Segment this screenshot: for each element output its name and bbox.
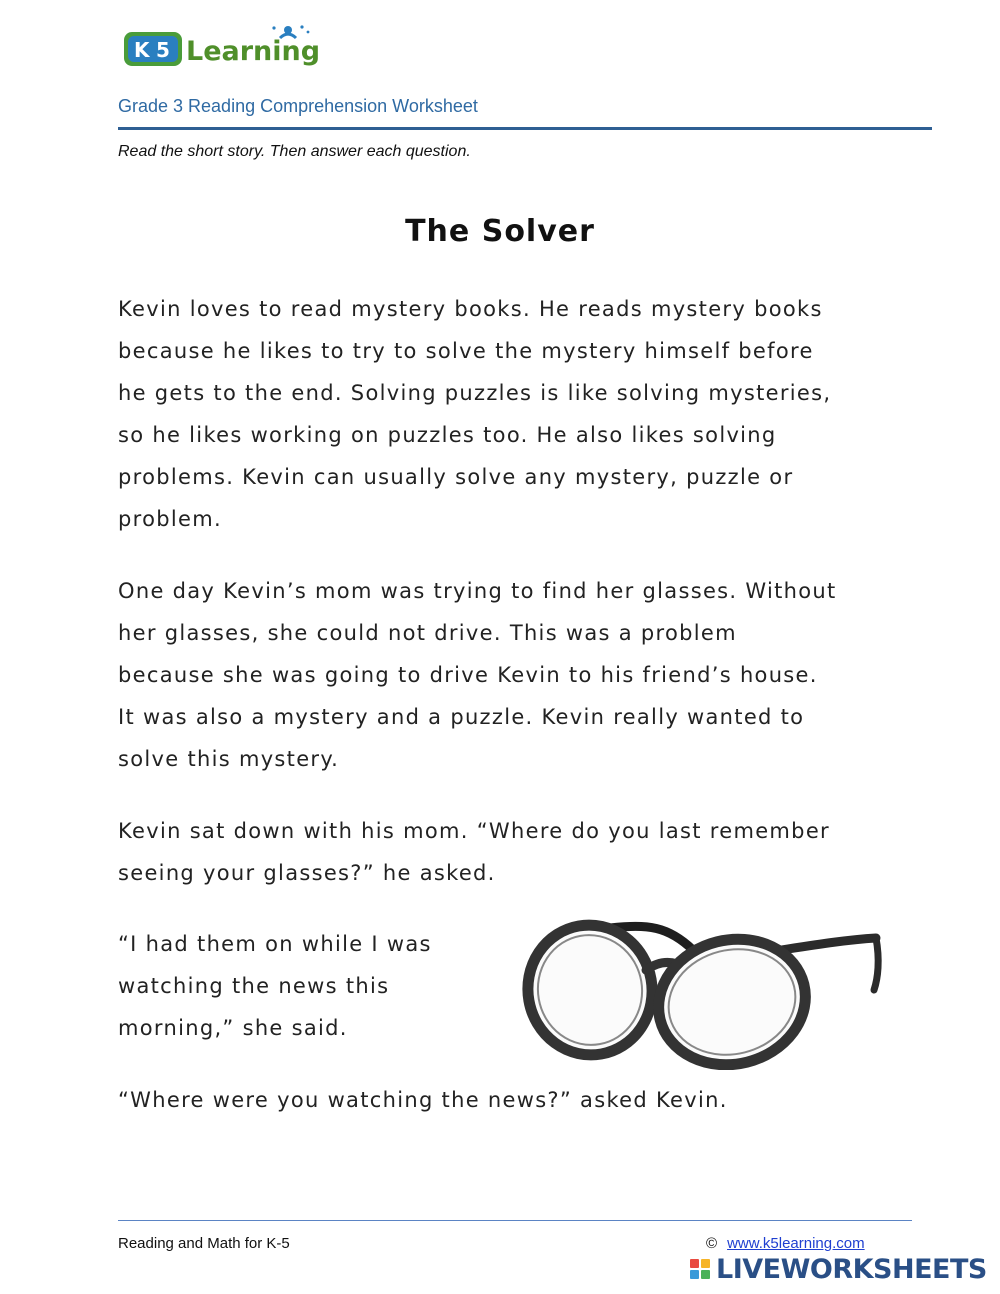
paragraph-line: “Where were you watching the news?” asked Kevin. bbox=[118, 1088, 728, 1112]
paragraph-line: morning,” she said. bbox=[118, 1016, 348, 1040]
paragraph-line: seeing your glasses?” he asked. bbox=[118, 861, 496, 885]
story-paragraph-3 bbox=[118, 810, 830, 894]
k5-learning-logo bbox=[122, 22, 332, 74]
footer-divider bbox=[118, 1220, 912, 1221]
paragraph-line: One day Kevin’s mom was trying to find her glasses. Without bbox=[118, 579, 837, 603]
paragraph-line: It was also a mystery and a puzzle. Kevin really wanted to bbox=[118, 705, 805, 729]
footer-tagline: Reading and Math for K-5 bbox=[118, 1235, 290, 1252]
paragraph-line: “I had them on while I was bbox=[118, 932, 432, 956]
liveworksheets-watermark bbox=[690, 1254, 987, 1284]
paragraph-line: Kevin loves to read mystery books. He reads mystery books bbox=[118, 297, 823, 321]
svg-text:K: K bbox=[134, 38, 150, 62]
story-paragraph-2 bbox=[118, 570, 837, 780]
paragraph-line: problem. bbox=[118, 507, 222, 531]
eyeglasses-icon bbox=[518, 910, 884, 1070]
svg-text:5: 5 bbox=[156, 38, 170, 62]
instructions: Read the short story. Then answer each question. bbox=[118, 143, 471, 160]
paragraph-line: he gets to the end. Solving puzzles is like solving mysteries, bbox=[118, 381, 832, 405]
worksheet-subtitle: Grade 3 Reading Comprehension Worksheet bbox=[118, 96, 478, 116]
story-paragraph-1 bbox=[118, 288, 831, 540]
footer-copyright bbox=[706, 1235, 865, 1252]
paragraph-line: so he likes working on puzzles too. He also likes solving bbox=[118, 423, 777, 447]
story-paragraph-5 bbox=[118, 1079, 728, 1121]
story-title: The Solver bbox=[405, 214, 595, 249]
paragraph-line: problems. Kevin can usually solve any mystery, puzzle or bbox=[118, 465, 794, 489]
paragraph-line: because she was going to drive Kevin to his friend’s house. bbox=[118, 663, 818, 687]
paragraph-line: Kevin sat down with his mom. “Where do you last remember bbox=[118, 819, 830, 843]
paragraph-line: watching the news this bbox=[118, 974, 390, 998]
paragraph-line: because he likes to try to solve the mystery himself before bbox=[118, 339, 814, 363]
liveworksheets-text: LIVEWORKSHEETS bbox=[716, 1253, 987, 1285]
paragraph-line: her glasses, she could not drive. This was a problem bbox=[118, 621, 737, 645]
k5learning-link[interactable]: www.k5learning.com bbox=[727, 1235, 865, 1252]
header-divider bbox=[118, 127, 932, 130]
copyright-symbol: © bbox=[706, 1235, 718, 1252]
story-paragraph-4 bbox=[118, 923, 432, 1049]
svg-text:Learning: Learning bbox=[186, 36, 321, 67]
liveworksheets-logo-icon bbox=[690, 1259, 710, 1279]
paragraph-line: solve this mystery. bbox=[118, 747, 340, 771]
